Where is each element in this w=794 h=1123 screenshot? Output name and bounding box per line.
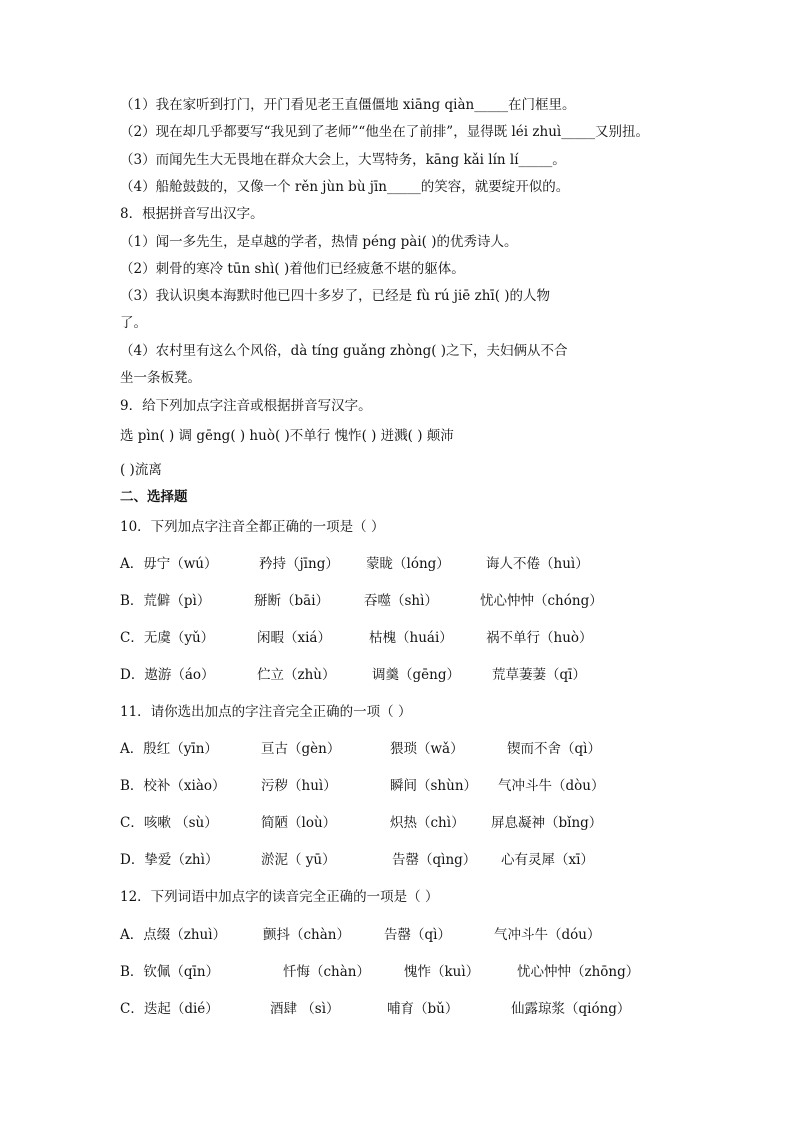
q8-item-2: （2）刺骨的寒冷 tūn shì( )着他们已经疲惫不堪的躯体。 (120, 261, 465, 277)
q12-a-3: 告罄（qì） (384, 927, 451, 943)
q7-item-3: （3）而闻先生大无畏地在群众大会上，大骂特务，kāng kǎi lín lí_____。 (120, 152, 566, 168)
q11-c-4: 屏息凝神（bǐng） (491, 815, 603, 831)
q10-a-1: A．毋宁（wú） (120, 556, 218, 572)
q12-a-2: 颤抖（chàn） (263, 927, 350, 943)
q11-c-2: 简陋（loù） (261, 815, 337, 831)
q12-c-4: 仙露琼浆（qióng） (511, 1001, 631, 1017)
q11-a-2: 亘古（gèn） (261, 741, 341, 757)
q10-d-3: 调羹（gēng） (372, 667, 460, 683)
q11-d-4: 心有灵犀（xī） (501, 852, 594, 868)
q10-a-4: 诲人不倦（huì） (486, 556, 589, 572)
q11-c-3: 炽热（chì） (390, 815, 465, 831)
q8-item-3-cont: 了。 (120, 315, 147, 331)
q8-item-1: （1）闻一多先生，是卓越的学者，热情 péng pài( )的优秀诗人。 (120, 234, 518, 250)
q10-c-4: 祸不单行（huò） (486, 630, 593, 646)
q10-c-3: 枯槐（huái） (369, 630, 453, 646)
q10-d-1: D．遨游（áo） (120, 667, 215, 683)
q9-line-2: ( )流离 (120, 462, 162, 478)
q8-title: 8．根据拼音写出汉字。 (120, 206, 264, 222)
q10-a-2: 矜持（jīng） (259, 556, 339, 572)
q11-b-3: 瞬间（shùn） (390, 778, 478, 794)
q12-b-1: B．钦佩（qīn） (120, 964, 220, 980)
q11-a-3: 猥琐（wǎ） (390, 741, 464, 757)
q11-b-2: 污秽（huì） (261, 778, 337, 794)
q10-b-2: 掰断（bāi） (254, 593, 330, 609)
q12-b-4: 忧心忡忡（zhōng） (517, 964, 640, 980)
q9-line-1: 选 pìn( ) 调 gēng( ) huò( )不单行 愧怍( ) 迸溅( ) 颠沛 (120, 428, 454, 444)
q11-d-2: 淤泥（ yū） (261, 852, 336, 868)
q8-item-4: （4）农村里有这么个风俗，dà tíng guǎng zhòng( )之下，夫妇俩从不合 (120, 343, 568, 359)
q7-item-4: （4）船舱鼓鼓的，又像一个 rěn jùn bù jīn_____的笑容，就要绽开似的。 (120, 179, 570, 195)
q11-b-4: 气冲斗牛（dòu） (498, 778, 605, 794)
q12-title: 12．下列词语中加点字的读音完全正确的一项是（ ） (120, 889, 439, 905)
q12-c-2: 酒肆 （sì） (270, 1001, 340, 1017)
q10-c-2: 闲暇（xiá） (257, 630, 331, 646)
q12-a-4: 气冲斗牛（dóu） (494, 927, 601, 943)
q10-b-1: B．荒僻（pì） (120, 593, 211, 609)
q12-a-1: A．点缀（zhuì） (120, 927, 227, 943)
q8-item-4-cont: 坐一条板凳。 (120, 370, 201, 386)
q10-b-4: 忧心忡忡（chóng） (480, 593, 603, 609)
q10-c-1: C．无虞（yǔ） (120, 630, 215, 646)
q11-d-3: 告罄（qìng） (392, 852, 477, 868)
q10-d-2: 伫立（zhù） (257, 667, 336, 683)
q11-a-4: 锲而不舍（qì） (507, 741, 601, 757)
q10-b-3: 吞噬（shì） (364, 593, 438, 609)
q11-title: 11．请你选出加点的字注音完全正确的一项（ ） (120, 704, 412, 720)
q9-title: 9．给下列加点字注音或根据拼音写汉字。 (120, 398, 372, 414)
q11-c-1: C．咳嗽 （sù） (120, 815, 218, 831)
q11-d-1: D．挚爱（zhì） (120, 852, 219, 868)
q10-a-3: 蒙眬（lóng） (366, 556, 450, 572)
q11-b-1: B．校补（xiào） (120, 778, 226, 794)
section-heading: 二、选择题 (120, 489, 188, 505)
q7-item-1: （1）我在家听到打门，开门看见老王直僵僵地 xiāng qiàn_____在门框里。 (120, 97, 576, 113)
q12-b-3: 愧怍（kuì） (404, 964, 480, 980)
q10-title: 10．下列加点字注音全都正确的一项是（ ） (120, 519, 385, 535)
q12-c-3: 哺育（bǔ） (387, 1001, 459, 1017)
q8-item-3: （3）我认识奥本海默时他已四十多岁了，已经是 fù rú jiē zhī( )的人物 (120, 288, 551, 304)
q7-item-2: （2）现在却几乎都要写“我见到了老师”“他坐在了前排”，显得既 léi zhuì_____又别扭。 (120, 124, 649, 140)
q12-c-1: C．迭起（dié） (120, 1001, 219, 1017)
q12-b-2: 忏悔（chàn） (283, 964, 370, 980)
q10-d-4: 荒草萋萋（qī） (492, 667, 586, 683)
q11-a-1: A．殷红（yīn） (120, 741, 218, 757)
